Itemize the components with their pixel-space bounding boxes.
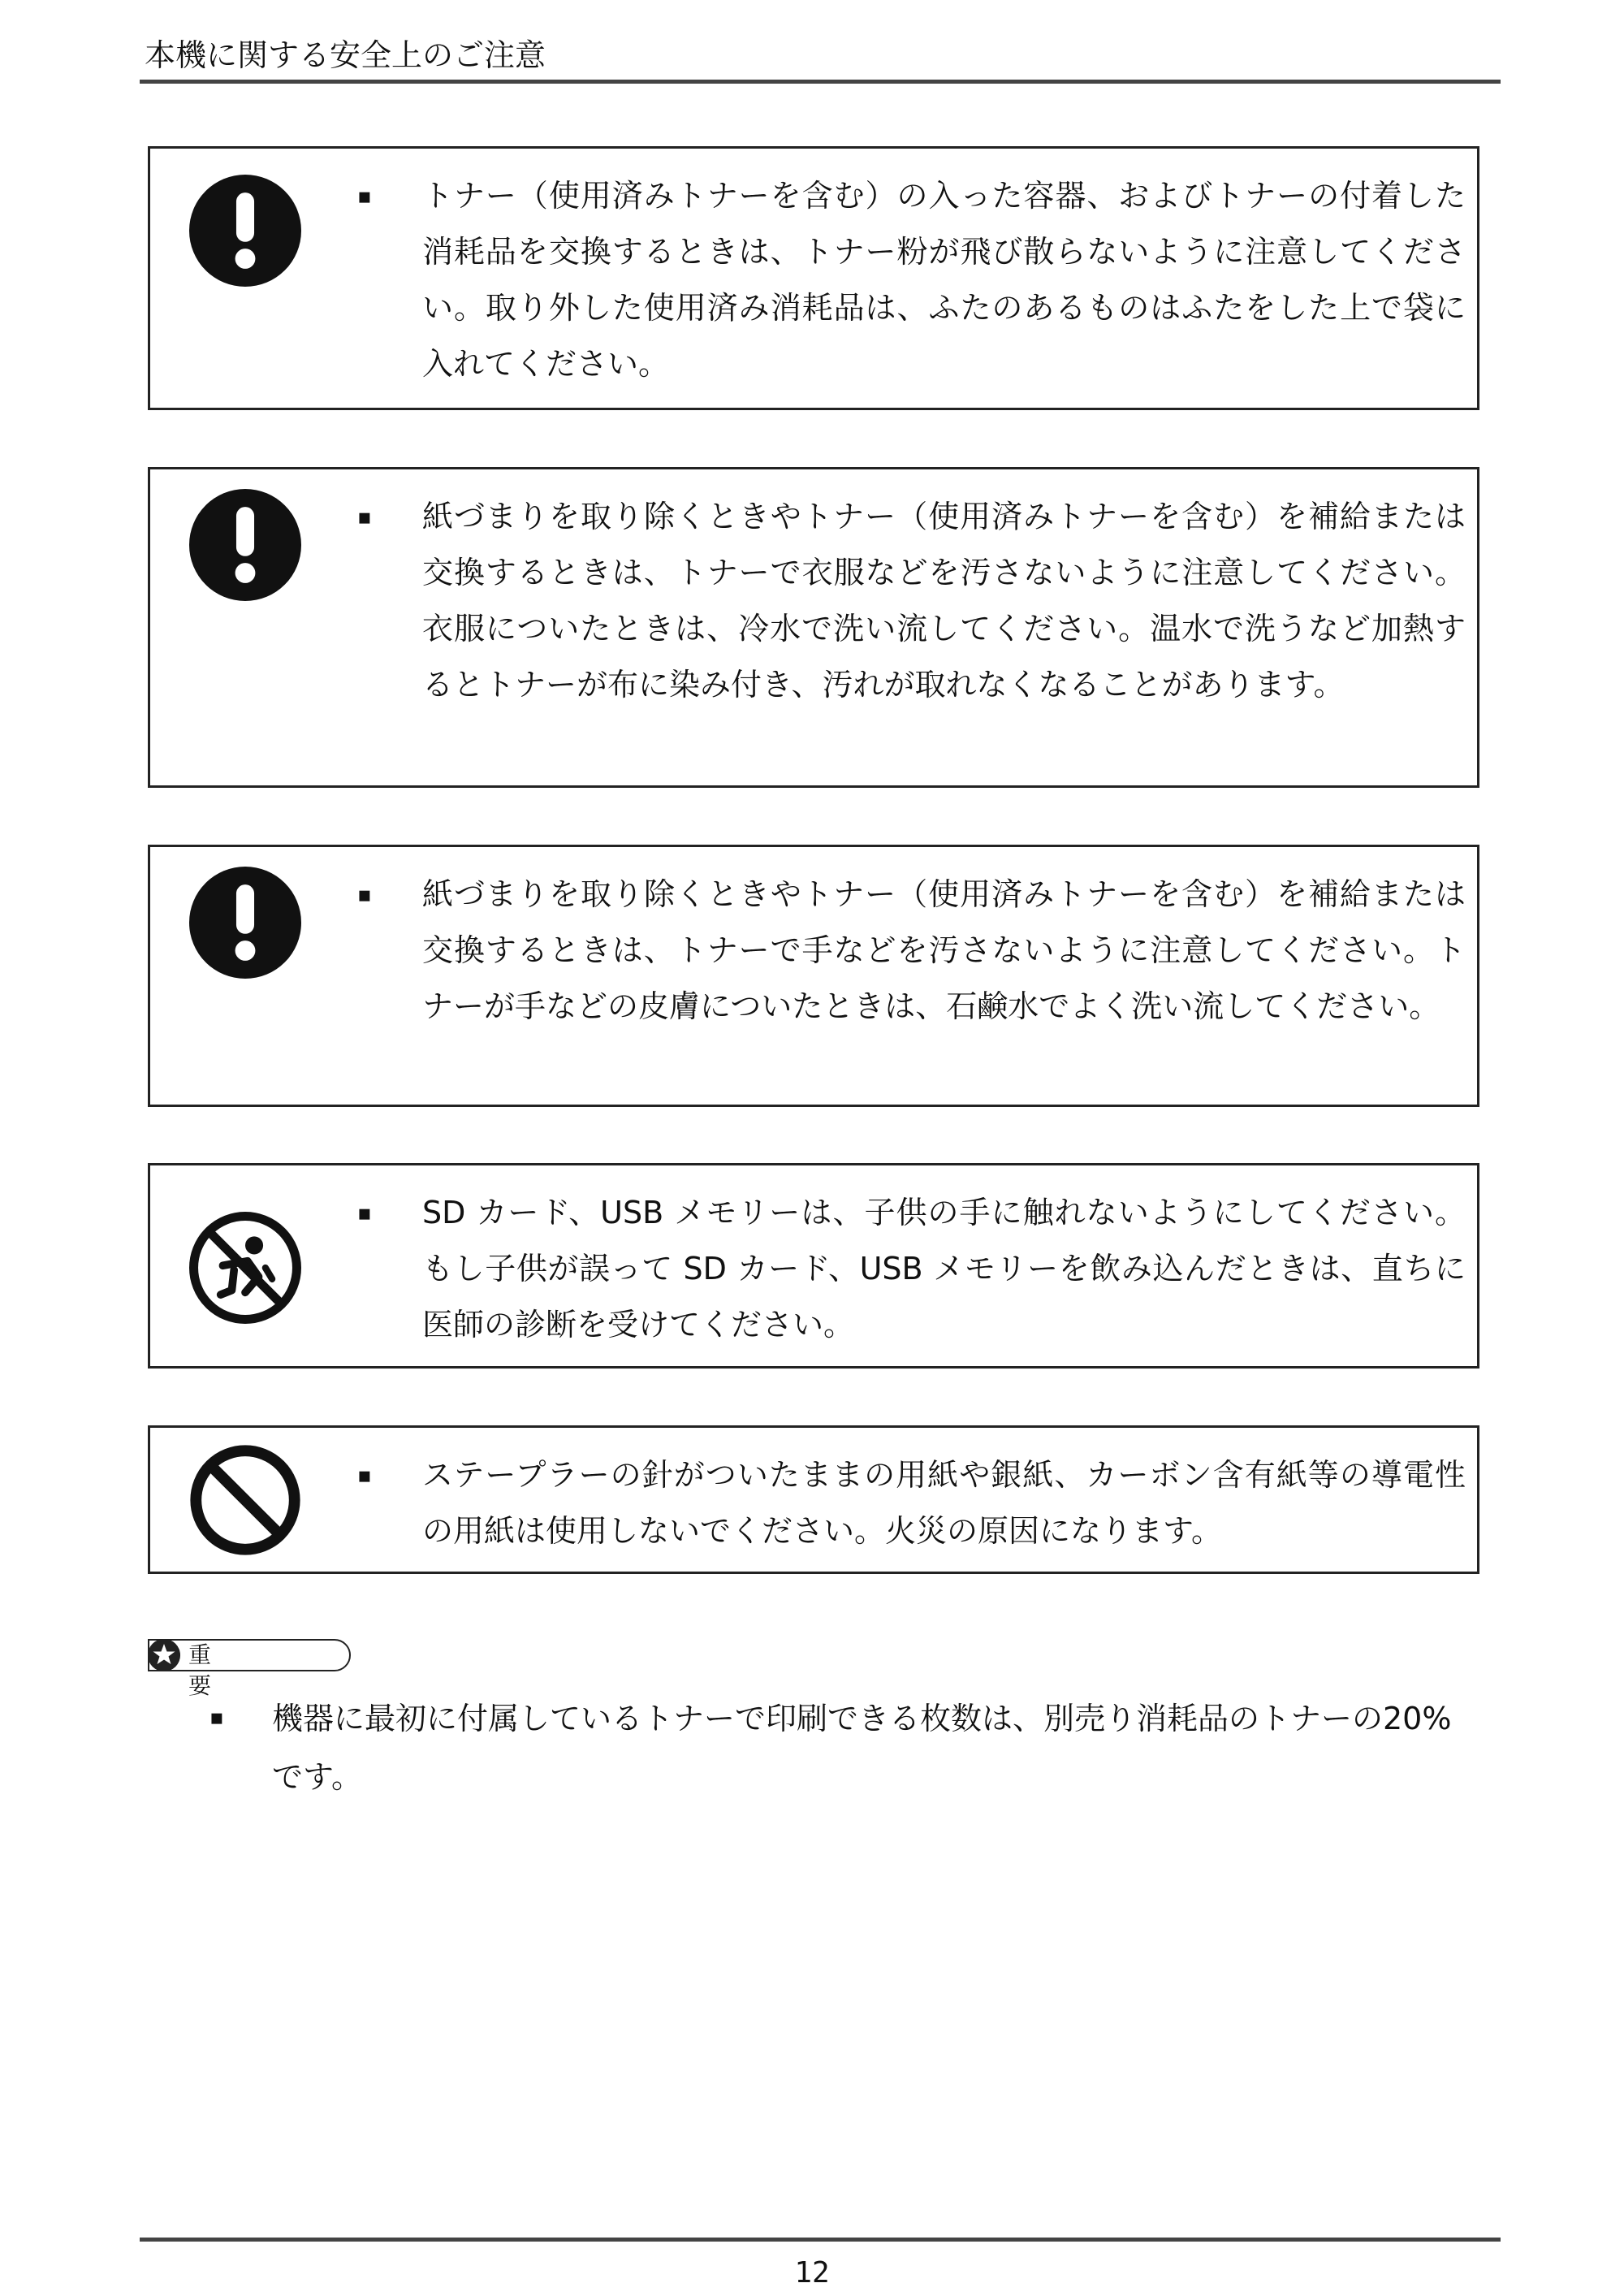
bullet-marker: ▪ [357, 1201, 372, 1226]
bullet-marker: ▪ [209, 1706, 224, 1730]
footer-divider [140, 2238, 1501, 2242]
important-label: 重要 [188, 1641, 212, 1699]
mandatory-icon [189, 489, 301, 601]
page-number: 12 [794, 2256, 830, 2290]
warning-text: ステープラーの針がついたままの用紙や銀紙、カーボン含有紙等の導電性の用紙は使用しないでください。火災の原因になります。 [422, 1457, 1466, 1549]
warning-box [148, 845, 1479, 1107]
warning-box [148, 1425, 1479, 1574]
warning-box [148, 467, 1479, 788]
bullet-marker: ▪ [357, 505, 372, 530]
warning-text: SD カード、USB メモリーは、子供の手に触れないようにしてください。もし子供が誤って SD カード、USB メモリーを飲み込んだときは、直ちに医師の診断を受けてください。 [422, 1195, 1466, 1343]
warning-text: 紙づまりを取り除くときやトナー（使用済みトナーを含む）を補給または交換するときは、トナーで手などを汚さないように注意してください。トナーが手などの皮膚についたときは、石鹸水でよく洗い流してください。 [422, 876, 1466, 1024]
no-children-icon [189, 1212, 301, 1324]
star-icon [148, 1639, 180, 1671]
mandatory-icon [189, 867, 301, 979]
important-text: 機器に最初に付属しているトナーで印刷できる枚数は、別売り消耗品のトナーの20%です。 [272, 1701, 1452, 1795]
bullet-marker: ▪ [357, 883, 372, 907]
warning-text: トナー（使用済みトナーを含む）の入った容器、およびトナーの付着した消耗品を交換するときは、トナー粉が飛び散らないように注意してください。取り外した使用済み消耗品は、ふたのあるものはふたをした上で袋に入れてください。 [422, 178, 1466, 382]
warning-text: 紙づまりを取り除くときやトナー（使用済みトナーを含む）を補給または交換するときは、トナーで衣服などを汚さないように注意してください。衣服についたときは、冷水で洗い流してください。温水で洗うなど加熱するとトナーが布に染み付き、汚れが取れなくなることがあります。 [422, 499, 1466, 703]
warning-box [148, 146, 1479, 410]
bullet-marker: ▪ [357, 184, 372, 209]
page-header-title: 本機に関する安全上のご注意 [145, 37, 546, 73]
header-divider [140, 80, 1501, 84]
warning-box [148, 1163, 1479, 1369]
prohibited-icon [189, 1444, 301, 1556]
bullet-marker: ▪ [357, 1464, 372, 1488]
mandatory-icon [189, 175, 301, 287]
